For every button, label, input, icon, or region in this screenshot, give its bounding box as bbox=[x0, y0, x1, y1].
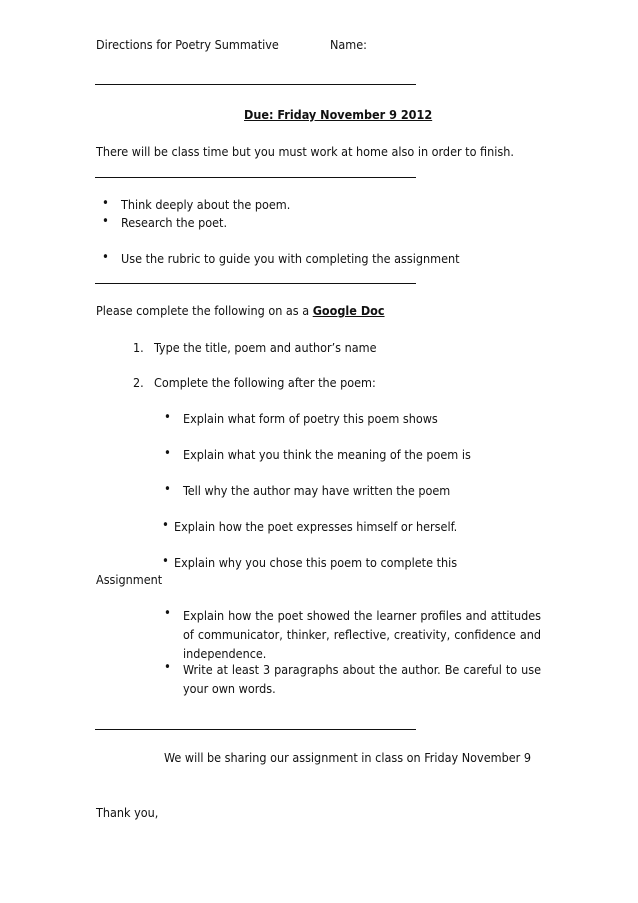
sub-bullet-item: Explain how the poet expresses himself or herself. bbox=[174, 519, 458, 534]
sub-bullet-item: Write at least 3 paragraphs about the author. Be careful to use your own words. bbox=[183, 662, 541, 696]
class-time-note: There will be class time but you must work at home also in order to finish. bbox=[96, 144, 514, 159]
sub-bullet-item: Explain what form of poetry this poem shows bbox=[183, 411, 438, 426]
bullet-item: Think deeply about the poem. bbox=[121, 197, 291, 212]
due-date: Due: Friday November 9 2012 bbox=[244, 107, 433, 122]
step-item: Type the title, poem and author’s name bbox=[154, 340, 377, 355]
google-doc-intro-text: Please complete the following on as a bbox=[96, 303, 313, 318]
bullet-icon: • bbox=[102, 214, 109, 229]
name-label: Name: bbox=[330, 37, 367, 52]
divider bbox=[95, 729, 416, 730]
divider bbox=[95, 283, 416, 284]
bullet-item: Use the rubric to guide you with completing the assignment bbox=[121, 251, 460, 266]
document-title: Directions for Poetry Summative bbox=[96, 37, 279, 52]
sub-bullet-item: Explain how the poet showed the learner profiles and attitudes of communicator, thinker, reflective, creativity, confidence and independence. bbox=[183, 608, 541, 661]
bullet-icon: • bbox=[164, 482, 171, 497]
bullet-icon: • bbox=[164, 606, 171, 621]
step-number: 1. bbox=[133, 340, 144, 355]
bullet-item: Research the poet. bbox=[121, 215, 228, 230]
google-doc-link: Google Doc bbox=[312, 303, 385, 318]
sub-bullet-item: Tell why the author may have written the poem bbox=[183, 483, 451, 498]
divider bbox=[95, 84, 416, 85]
sub-bullet-item: Explain why you chose this poem to complete this bbox=[174, 555, 458, 570]
closing: Thank you, bbox=[96, 805, 159, 820]
sharing-note: We will be sharing our assignment in class on Friday November 9 bbox=[164, 750, 531, 765]
bullet-icon: • bbox=[162, 518, 169, 533]
step-number: 2. bbox=[133, 375, 144, 390]
bullet-icon: • bbox=[162, 554, 169, 569]
google-doc-intro bbox=[96, 303, 385, 318]
step-item: Complete the following after the poem: bbox=[154, 375, 376, 390]
bullet-icon: • bbox=[164, 660, 171, 675]
assignment-word: Assignment bbox=[96, 572, 163, 587]
bullet-icon: • bbox=[102, 196, 109, 211]
divider bbox=[95, 177, 416, 178]
bullet-icon: • bbox=[102, 250, 109, 265]
bullet-icon: • bbox=[164, 446, 171, 461]
bullet-icon: • bbox=[164, 410, 171, 425]
sub-bullet-item: Explain what you think the meaning of the poem is bbox=[183, 447, 471, 462]
